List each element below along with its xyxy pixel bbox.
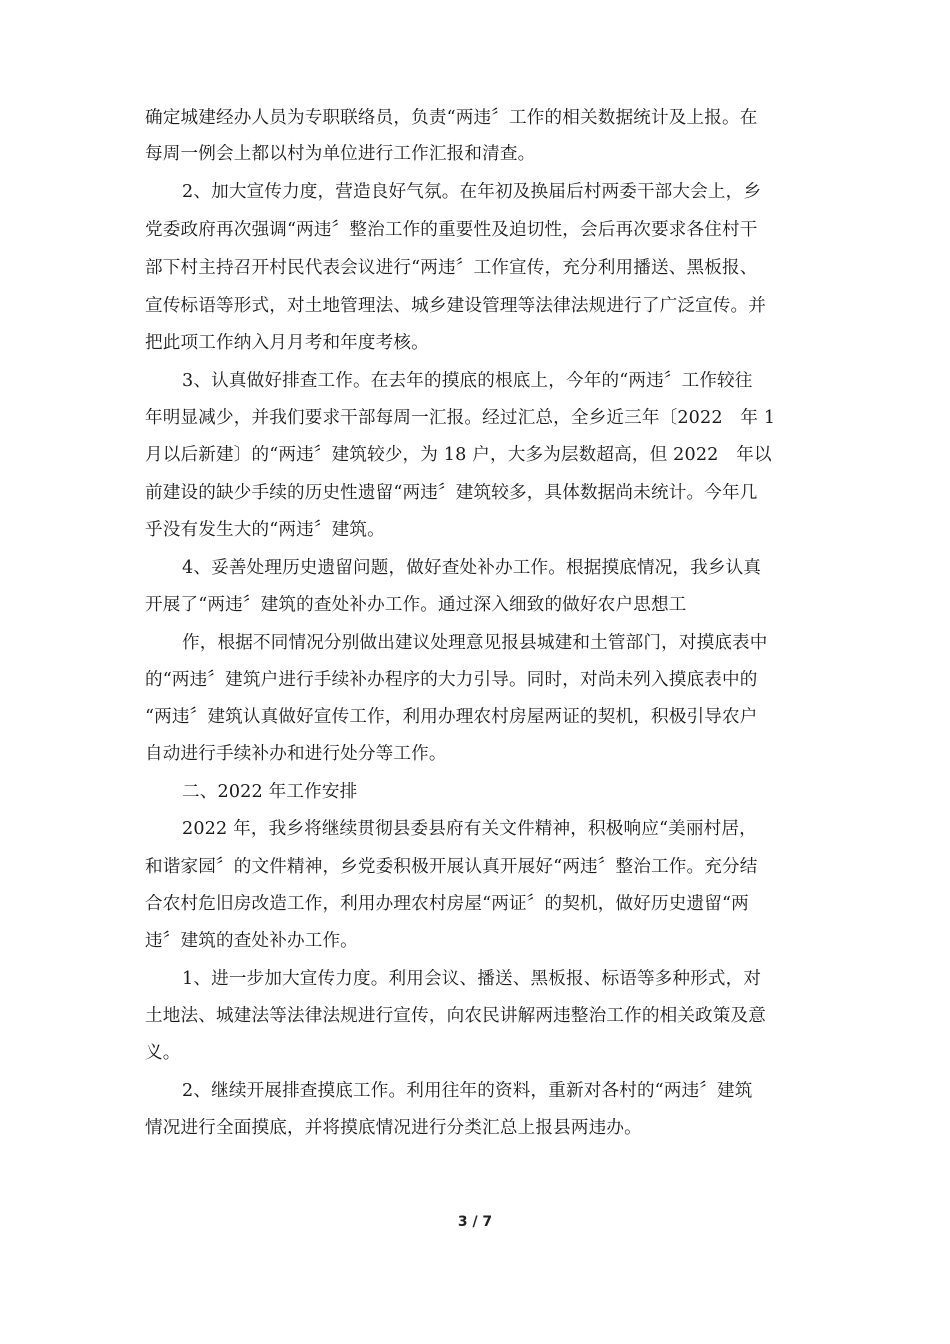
text-line: 年明显减少，并我们要求干部每周一汇报。经过汇总，全乡近三年〔2022 年 1: [145, 408, 776, 428]
text-line: 的“两违〞建筑户进行手续补办程序的大力引导。同时，对尚未列入摸底表中的: [145, 670, 758, 690]
text-line: 和谐家园〞的文件精神，乡党委积极开展认真开展好“两违〞整治工作。充分结: [145, 857, 758, 877]
text-line: 宣传标语等形式，对土地管理法、城乡建设管理等法律法规进行了广泛宣传。并: [145, 296, 767, 316]
text-line: “两违〞建筑认真做好宣传工作，利用办理农村房屋两证的契机，积极引导农户: [145, 707, 758, 727]
text-line: 前建设的缺少手续的历史性遗留“两违〞建筑较多，具体数据尚未统计。今年几: [145, 483, 758, 503]
text-line: 乎没有发生大的“两违〞建筑。: [145, 520, 385, 540]
text-line: 党委政府再次强调“两违〞整治工作的重要性及迫切性，会后再次要求各住村干: [145, 220, 758, 240]
text-line: 合农村危旧房改造工作，利用办理农村房屋“两证〞的契机，做好历史遗留“两: [145, 894, 749, 914]
text-line: 义。: [145, 1043, 181, 1063]
text-line: 自动进行手续补办和进行处分等工作。: [145, 744, 447, 764]
text-line: 开展了“两违〞建筑的查处补办工作。通过深入细致的做好农户思想工: [145, 595, 687, 615]
text-line: 3、认真做好排查工作。在去年的摸底的根底上，今年的“两违〞工作较往: [182, 371, 753, 391]
text-line: 每周一例会上都以村为单位进行工作汇报和清查。: [145, 144, 536, 164]
text-line: 情况进行全面摸底，并将摸底情况进行分类汇总上报县两违办。: [145, 1118, 642, 1138]
section-heading: 二、2022 年工作安排: [182, 782, 358, 802]
text-line: 2022 年，我乡将继续贯彻县委县府有关文件精神，积极响应“美丽村居，: [182, 819, 757, 839]
text-line: 2、加大宣传力度，营造良好气氛。在年初及换届后村两委干部大会上，乡: [182, 182, 762, 202]
page-number: 3 / 7: [457, 1214, 493, 1230]
text-line: 4、妥善处理历史遗留问题，做好查处补办工作。根据摸底情况，我乡认真: [182, 558, 762, 578]
text-line: 确定城建经办人员为专职联络员，负责“两违〞工作的相关数据统计及上报。在: [145, 108, 758, 128]
text-line: 违〞建筑的查处补办工作。: [145, 931, 358, 951]
text-line: 2、继续开展排查摸底工作。利用往年的资料，重新对各村的“两违〞建筑: [182, 1081, 753, 1101]
text-line: 作，根据不同情况分别做出建议处理意见报县城建和土管部门，对摸底表中: [182, 633, 768, 653]
text-line: 月以后新建〕的“两违〞建筑较少，为 18 户，大多为层数超高，但 2022 年以: [145, 445, 772, 465]
text-line: 把此项工作纳入月月考和年度考核。: [145, 333, 429, 353]
text-line: 1、进一步加大宣传力度。利用会议、播送、黑板报、标语等多种形式，对: [182, 969, 762, 989]
text-line: 部下村主持召开村民代表会议进行“两违〞工作宣传，充分利用播送、黑板报、: [145, 258, 758, 278]
text-line: 土地法、城建法等法律法规进行宣传，向农民讲解两违整治工作的相关政策及意: [145, 1006, 767, 1026]
